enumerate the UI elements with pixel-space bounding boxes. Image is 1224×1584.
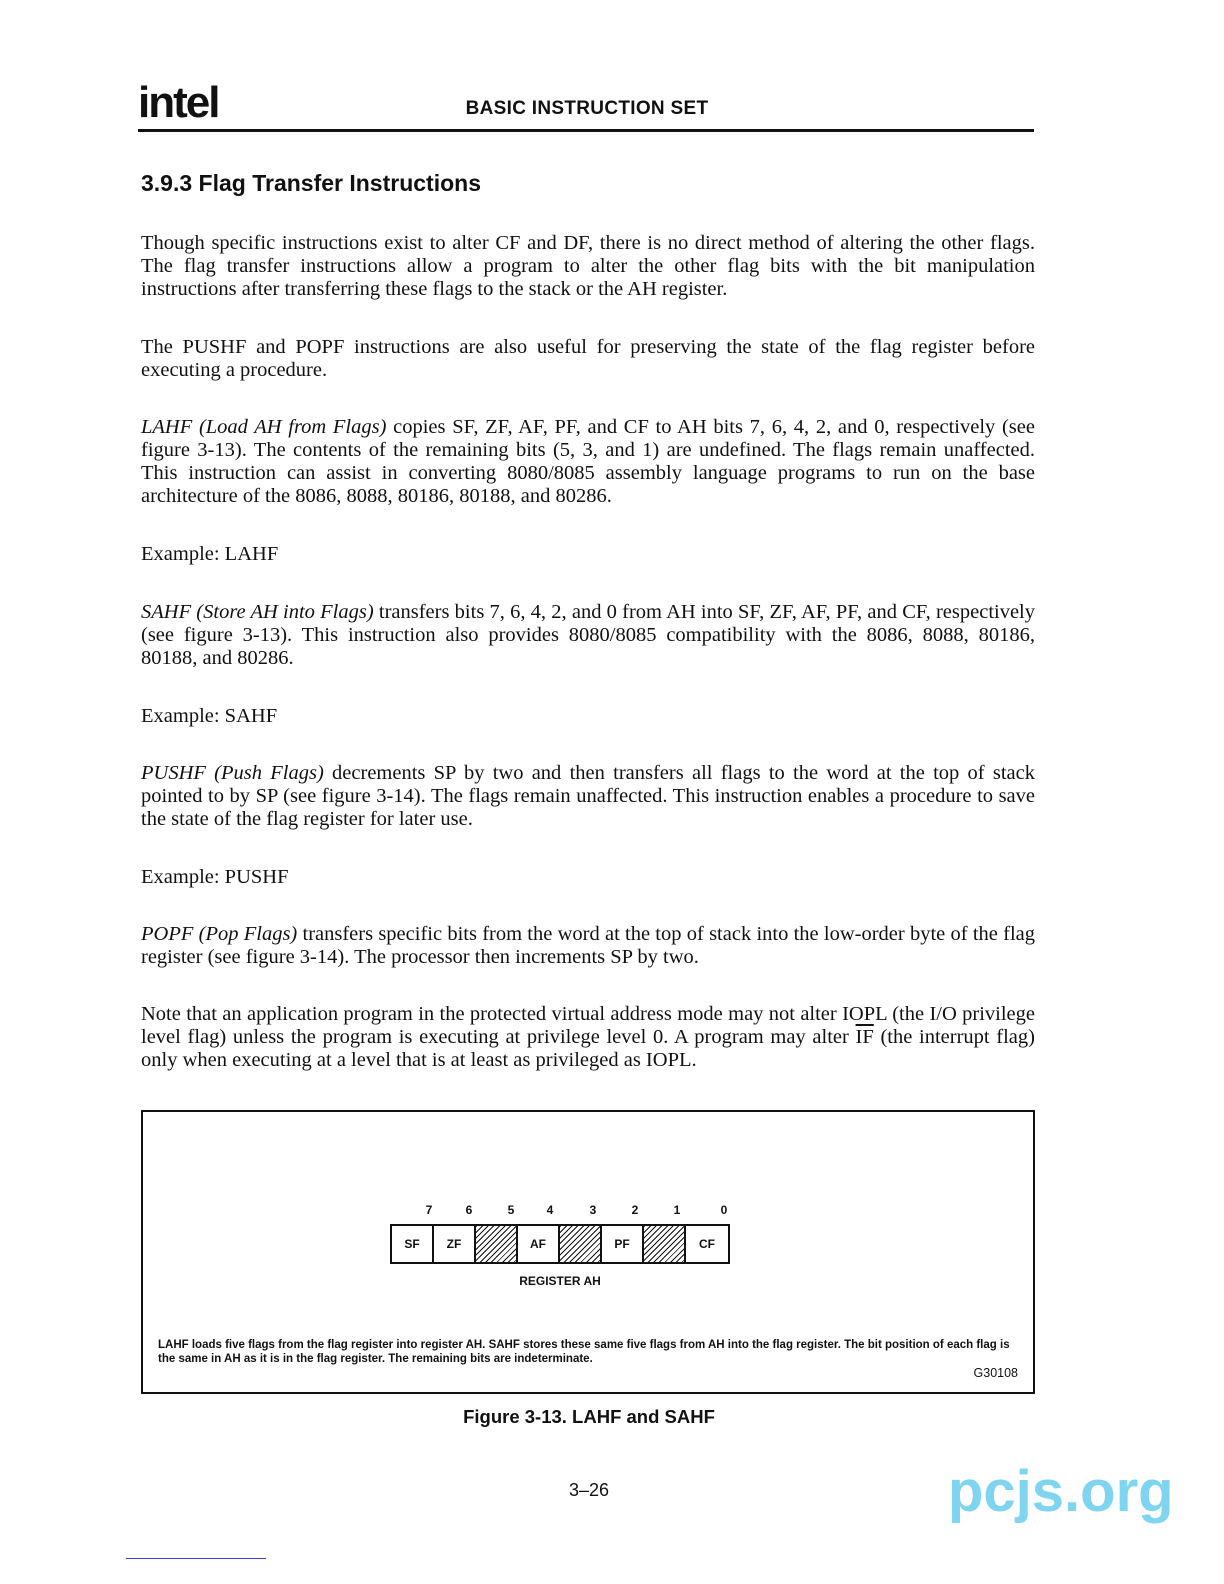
paragraph-pushf-popf: The PUSHF and POPF instructions are also useful for preserving the state of the flag register before executing a procedure. [141,336,1035,381]
undefined-bit-cell [644,1226,686,1262]
note-if-flag: $\overline{IF}$ [855,1026,874,1048]
example-lahf: Example: LAHF [141,543,279,565]
bit-number: 1 [673,1203,681,1217]
popf-term: POPF (Pop Flags) [141,923,298,945]
bit-number: 3 [589,1203,597,1217]
example-sahf: Example: SAHF [141,705,278,727]
figure-caption: Figure 3-13. LAHF and SAHF [463,1406,715,1427]
paragraph-lahf [141,416,1035,508]
figure-note: LAHF loads five flags from the flag register into register AH. SAHF stores these same five flags from AH into the flag register. The bit position of each flag is the same in AH as it is in the flag register. The remaining bits are indeterminate. [158,1339,1010,1365]
section-title: 3.9.3 Flag Transfer Instructions [141,170,481,196]
paragraph-pushf [141,762,1035,831]
undefined-bit-cell [476,1226,518,1262]
paragraph-iopl-note [141,1003,1035,1072]
footer-link-rule [126,1558,266,1559]
bit-number: 5 [507,1203,515,1217]
sahf-description: transfers bits 7, 6, 4, 2, and 0 from AH into SF, ZF, AF, PF, and CF, respectively (see figure 3-13). This instruction also provides 8080/8085 compatibility with the 8086, 8088, 80186, 80188, and 80286. [141,601,1036,669]
paragraph-intro: Though specific instructions exist to alter CF and DF, there is no direct method of altering the other flags. The flag transfer instructions allow a program to alter the other flag bits with the bit manipulation instructions after transferring these flags to the stack or the AH register. [141,232,1035,300]
register-label: REGISTER AH [519,1274,601,1288]
lahf-term: LAHF (Load AH from Flags) [141,416,387,438]
example-pushf: Example: PUSHF [141,866,289,888]
intel-logo: intel [138,78,219,127]
bit-number: 7 [425,1203,433,1217]
figure-code: G30108 [973,1366,1018,1380]
flag-cell-af: AF [518,1226,560,1262]
lahf-description: copies SF, ZF, AF, PF, and CF to AH bits 7, 6, 4, 2, and 0, respectively (see figure 3-13). The contents of the remaining bits (5, 3, and 1) are undefined. The flags remain unaffected. This instruction can assist in converting 8080/8085 assembly language programs to run on the base architecture of the 8086, 8088, 80186, 80188, and 80286. [141,416,1035,507]
paragraph-sahf [141,601,1035,670]
note-part-b: (the interrupt flag) only when executing at a level that is at least as privileged as IOPL. [141,1026,1035,1071]
flag-cell-sf: SF [392,1226,434,1262]
page-number: 3–26 [568,1480,610,1500]
paragraph-popf [141,923,1035,969]
bit-number: 2 [631,1203,639,1217]
pushf-description: decrements SP by two and then transfers all flags to the word at the top of stack pointed to by SP (see figure 3-14). The flags remain unaffected. This instruction enables a procedure to save the state of the flag register for later use. [141,762,1035,830]
running-head: BASIC INSTRUCTION SET [465,98,709,119]
popf-description: transfers specific bits from the word at the top of stack into the low-order byte of the flag register (see figure 3-14). The processor then increments SP by two. [141,923,1035,968]
sahf-term: SAHF (Store AH into Flags) [141,601,374,623]
bit-number: 0 [720,1203,728,1217]
undefined-bit-cell [560,1226,602,1262]
pcjs-watermark: pcjs.org [948,1459,1174,1524]
bit-number: 6 [465,1203,473,1217]
flag-cell-pf: PF [602,1226,644,1262]
pushf-term: PUSHF (Push Flags) [141,762,324,784]
flag-cell-cf: CF [699,1237,715,1251]
header-rule [138,129,1034,132]
note-part-a: Note that an application program in the protected virtual address mode may not alter IOPL (the I/O privilege level flag) unless the program is executing at privilege level 0. A program may alter [141,1003,1035,1048]
flag-cell-zf: ZF [434,1226,476,1262]
bit-number-row [390,1203,730,1221]
bit-number: 4 [546,1203,554,1217]
register-ah-diagram [390,1224,730,1264]
